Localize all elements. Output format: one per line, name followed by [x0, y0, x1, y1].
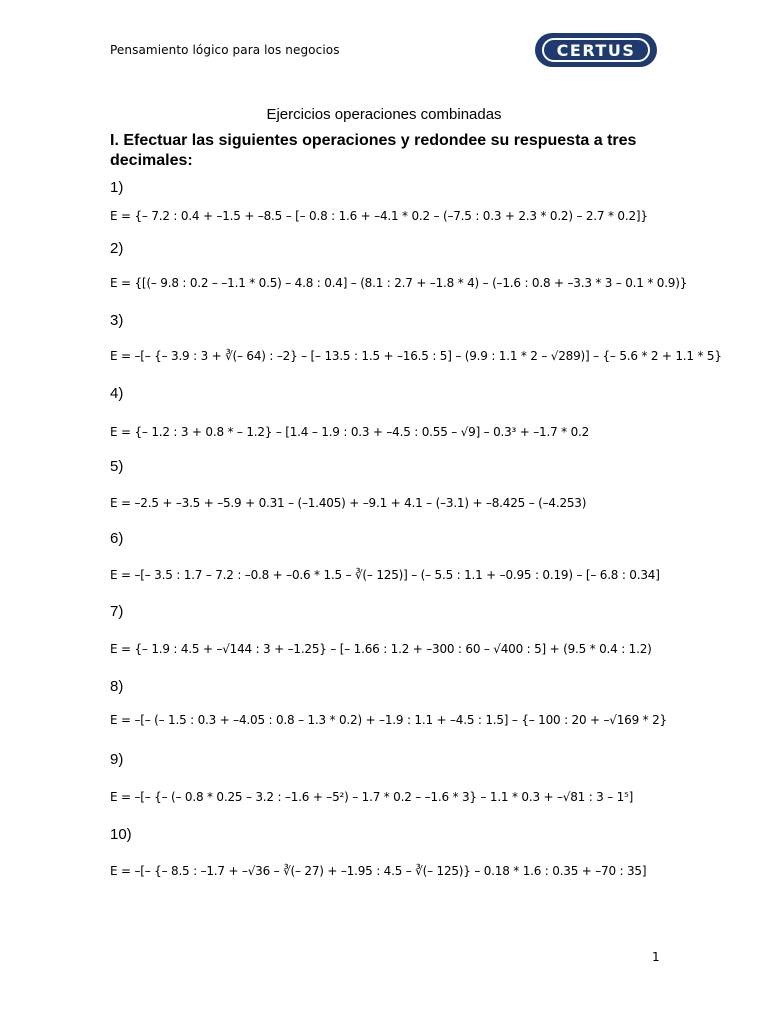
- exercise-expression: E = –[– (– 1.5 : 0.3 + –4.05 : 0.8 – 1.3 * 0.2) + –1.9 : 1.1 + –4.5 : 1.5] – {– 100 : 20 + –√169 * 2}: [110, 713, 667, 727]
- exercise-expression: E = {– 7.2 : 0.4 + –1.5 + –8.5 – [– 0.8 : 1.6 + –4.1 * 0.2 – (–7.5 : 0.3 + 2.3 * 0.2) – 2.7 * 0.2]}: [110, 209, 648, 223]
- certus-logo: [535, 33, 657, 67]
- course-name: Pensamiento lógico para los negocios: [110, 43, 340, 57]
- exercise-number: 2): [110, 240, 124, 257]
- instruction-text: I. Efectuar las siguientes operaciones y redondee su respuesta a tres decimales:: [110, 132, 637, 169]
- exercise-expression: E = {– 1.2 : 3 + 0.8 * – 1.2} – [1.4 – 1.9 : 0.3 + –4.5 : 0.55 – √9] – 0.3³ + –1.7 * 0.2: [110, 425, 590, 439]
- exercise-expression: E = –[– {– 3.9 : 3 + ∛(– 64) : –2} – [– 13.5 : 1.5 + –16.5 : 5] – (9.9 : 1.1 * 2 – √289)] – {– 5.6 * 2 + 1.1 * 5}: [110, 349, 722, 363]
- exercise-number: 8): [110, 678, 124, 695]
- exercise-number: 3): [110, 312, 124, 329]
- exercise-number: 10): [110, 826, 132, 843]
- logo-text: CERTUS: [542, 38, 650, 62]
- exercise-expression: E = –[– 3.5 : 1.7 – 7.2 : –0.8 + –0.6 * 1.5 – ∛(– 125)] – (– 5.5 : 1.1 + –0.95 : 0.19) – [– 6.8 : 0.34]: [110, 568, 660, 582]
- exercise-expression: E = –[– {– 8.5 : –1.7 + –√36 – ∛(– 27) + –1.95 : 4.5 – ∛(– 125)} – 0.18 * 1.6 : 0.35 + –70 : 35]: [110, 864, 647, 878]
- exercise-number: 6): [110, 530, 124, 547]
- document-title: Ejercicios operaciones combinadas: [266, 106, 502, 123]
- exercise-number: 1): [110, 179, 124, 196]
- exercise-expression: E = {[(– 9.8 : 0.2 – –1.1 * 0.5) – 4.8 : 0.4] – (8.1 : 2.7 + –1.8 * 4) – (–1.6 : 0.8 + –3.3 * 3 – 0.1 * 0.9)}: [110, 276, 688, 290]
- exercise-number: 9): [110, 751, 124, 768]
- exercise-expression: E = –2.5 + –3.5 + –5.9 + 0.31 – (–1.405) + –9.1 + 4.1 – (–3.1) + –8.425 – (–4.253): [110, 496, 587, 510]
- exercise-expression: E = {– 1.9 : 4.5 + –√144 : 3 + –1.25} – [– 1.66 : 1.2 + –300 : 60 – √400 : 5] + (9.5 * 0.4 : 1.2): [110, 642, 652, 656]
- page-number: 1: [652, 950, 660, 964]
- exercise-number: 5): [110, 458, 124, 475]
- exercise-number: 7): [110, 603, 124, 620]
- exercise-expression: E = –[– {– (– 0.8 * 0.25 – 3.2 : –1.6 + –5²) – 1.7 * 0.2 – –1.6 * 3} – 1.1 * 0.3 + –√81 : 3 – 1⁵]: [110, 790, 634, 804]
- exercise-number: 4): [110, 385, 124, 402]
